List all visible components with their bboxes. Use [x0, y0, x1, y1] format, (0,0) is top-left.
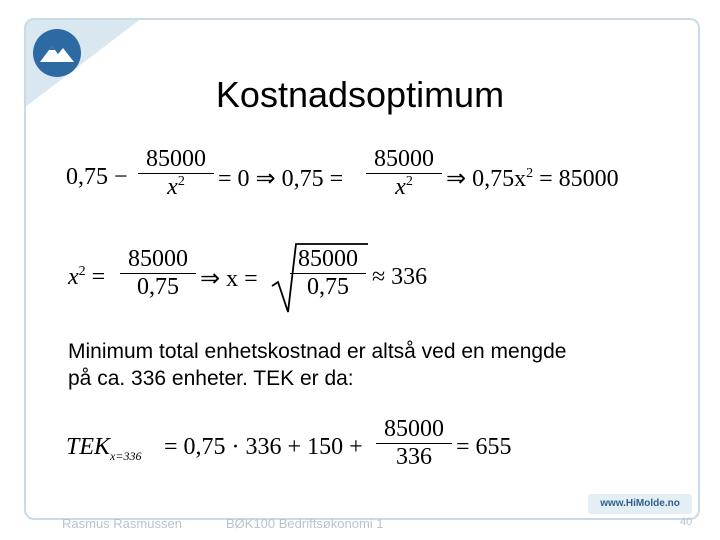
eq2-frac-den: 0,75 [137, 274, 179, 300]
eq2-mid: ⇒ x = [200, 266, 258, 292]
eq2-result: ≈ 336 [372, 264, 428, 290]
eq1-fraction-1 [138, 146, 214, 201]
paragraph-line-1: Minimum total enhetskostnad er altså ved en mengde [68, 340, 567, 363]
eq3-mid: = 0,75 · 336 + 150 + [164, 434, 363, 460]
page-number: 40 [680, 516, 693, 528]
eq1-fraction-2 [366, 146, 442, 201]
eq2-lhs: $x^2$ = [68, 264, 106, 290]
eq1-frac2-num: 85000 [374, 146, 434, 172]
eq1-mid: = 0 ⇒ 0,75 = [218, 166, 344, 192]
himolde-logo-icon [32, 28, 82, 78]
eq2-frac-num: 85000 [128, 246, 188, 272]
eq3-result: = 655 [456, 434, 512, 460]
footer-course: BØK100 Bedriftsøkonomi 1 [226, 516, 384, 531]
eq2-root-den: 0,75 [307, 274, 349, 300]
eq1-frac1-den: $x^2$ [167, 174, 185, 200]
eq1-lhs: 0,75 − [66, 164, 128, 190]
eq1-tail: ⇒ $0,75x^2 = 85000$ [446, 166, 619, 192]
slide-title: Kostnadsoptimum [215, 74, 505, 115]
explanation-paragraph [68, 338, 668, 392]
eq1-frac1-num: 85000 [146, 146, 206, 172]
eq2-root-num: 85000 [298, 246, 358, 272]
footer-author: Rasmus Rasmussen [62, 516, 182, 531]
eq2-root-fraction [290, 246, 366, 301]
eq3-frac-den: 336 [396, 444, 432, 470]
eq3-lhs: $TEK_{x=336}$ [66, 434, 142, 463]
eq1-frac2-den: $x^2$ [395, 174, 413, 200]
website-url-badge[interactable]: www.HiMolde.no [588, 494, 692, 514]
paragraph-line-2: på ca. 336 enheter. TEK er da: [68, 367, 354, 390]
eq2-fraction [120, 246, 196, 301]
eq3-frac-num: 85000 [384, 416, 444, 442]
eq3-fraction [376, 416, 452, 471]
